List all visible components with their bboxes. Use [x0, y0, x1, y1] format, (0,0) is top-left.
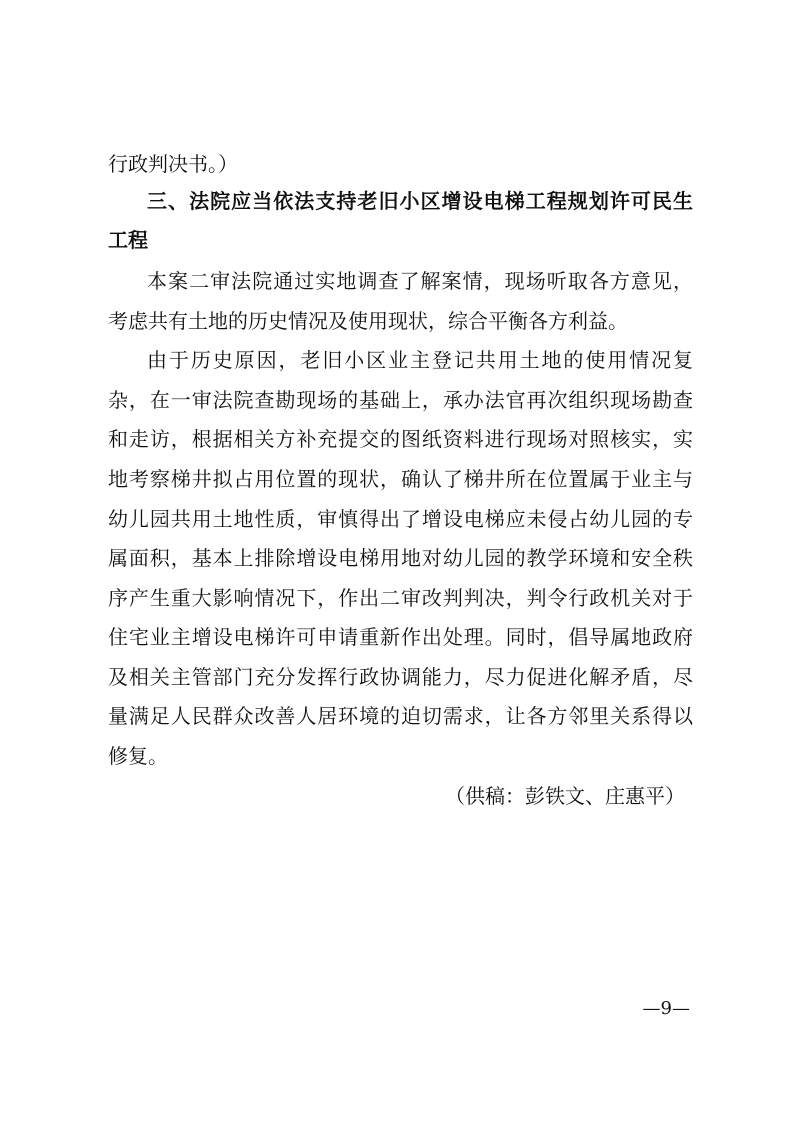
section-heading: 三、法院应当依法支持老旧小区增设电梯工程规划许可民生 [147, 189, 693, 213]
paragraph-line: 及相关主管部门充分发挥行政协调能力，尽力促进化解矛盾，尽 [108, 665, 693, 689]
paragraph-line: 属面积，基本上排除增设电梯用地对幼儿园的教学环境和安全秩 [108, 546, 693, 570]
paragraph-line: 由于历史原因，老旧小区业主登记共用土地的使用情况复 [147, 348, 693, 372]
paragraph-line: 行政判决书。） [108, 152, 238, 176]
paragraph-line: 考虑共有土地的历史情况及使用现状，综合平衡各方利益。 [108, 309, 628, 333]
paragraph-line: 序产生重大影响情况下，作出二审改判判决，判令行政机关对于 [108, 586, 693, 610]
paragraph-line: 本案二审法院通过实地调查了解案情，现场听取各方意见， [147, 269, 693, 293]
page-number: —9— [642, 998, 690, 1019]
paragraph-line: 量满足人民群众改善人居环境的迫切需求，让各方邻里关系得以 [108, 704, 693, 728]
paragraph-line: 杂，在一审法院查勘现场的基础上，承办法官再次组织现场勘查 [108, 388, 693, 412]
section-heading-continued: 工程 [108, 228, 148, 252]
paragraph-line: 幼儿园共用土地性质，审慎得出了增设电梯应未侵占幼儿园的专 [108, 507, 693, 531]
paragraph-line: 修复。 [108, 744, 168, 768]
paragraph-line: 地考察梯井拟占用位置的现状，确认了梯井所在位置属于业主与 [108, 467, 693, 491]
paragraph-line: 和走访，根据相关方补充提交的图纸资料进行现场对照核实，实 [108, 427, 693, 451]
contributor-credit: （供稿：彭铁文、庄惠平） [445, 784, 685, 808]
paragraph-line: 住宅业主增设电梯许可申请重新作出处理。同时，倡导属地政府 [108, 625, 693, 649]
